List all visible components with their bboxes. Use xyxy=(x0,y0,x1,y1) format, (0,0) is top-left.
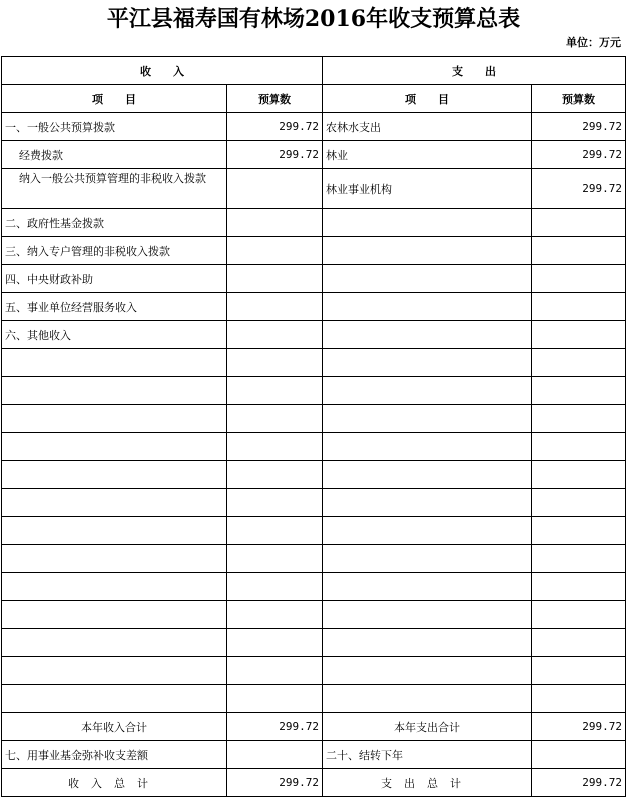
empty-cell xyxy=(323,685,532,713)
empty-cell xyxy=(227,657,323,685)
income-item-cell: 一、一般公共预算拨款 xyxy=(2,113,227,141)
table-row xyxy=(2,237,626,265)
expense-item-cell xyxy=(323,293,532,321)
empty-cell xyxy=(532,657,626,685)
income-value-cell xyxy=(227,265,323,293)
expense-value-cell xyxy=(532,237,626,265)
income-value-cell xyxy=(227,169,323,209)
empty-cell xyxy=(227,489,323,517)
table-row xyxy=(2,141,626,169)
empty-cell xyxy=(227,433,323,461)
expense-item-header: 项 目 xyxy=(323,85,532,113)
expense-item-cell xyxy=(323,237,532,265)
income-item-cell: 三、纳入专户管理的非税收入拨款 xyxy=(2,237,227,265)
empty-cell xyxy=(2,657,227,685)
empty-row xyxy=(2,657,626,685)
empty-cell xyxy=(227,685,323,713)
empty-row xyxy=(2,685,626,713)
carry-forward-value xyxy=(532,741,626,769)
empty-cell xyxy=(532,629,626,657)
empty-cell xyxy=(227,349,323,377)
empty-cell xyxy=(323,433,532,461)
year-expense-total-label: 本年支出合计 xyxy=(323,713,532,741)
empty-cell xyxy=(532,545,626,573)
income-value-cell xyxy=(227,293,323,321)
empty-cell xyxy=(323,377,532,405)
balance-value xyxy=(227,741,323,769)
empty-row xyxy=(2,517,626,545)
expense-value-cell: 299.72 xyxy=(532,141,626,169)
empty-row xyxy=(2,573,626,601)
empty-cell xyxy=(323,545,532,573)
budget-table xyxy=(1,56,626,797)
expense-item-cell: 林业事业机构 xyxy=(323,169,532,209)
empty-cell xyxy=(323,657,532,685)
expense-value-cell: 299.72 xyxy=(532,113,626,141)
empty-cell xyxy=(2,573,227,601)
table-row xyxy=(2,209,626,237)
empty-cell xyxy=(227,461,323,489)
empty-cell xyxy=(2,517,227,545)
income-value-cell: 299.72 xyxy=(227,113,323,141)
empty-cell xyxy=(227,601,323,629)
empty-cell xyxy=(2,433,227,461)
empty-cell xyxy=(532,489,626,517)
column-header-row xyxy=(2,85,626,113)
expense-value-cell xyxy=(532,293,626,321)
empty-cell xyxy=(323,573,532,601)
income-value-cell xyxy=(227,237,323,265)
expense-item-cell: 林业 xyxy=(323,141,532,169)
empty-cell xyxy=(227,629,323,657)
section-header-row xyxy=(2,57,626,85)
table-row xyxy=(2,169,626,209)
empty-cell xyxy=(532,517,626,545)
empty-cell xyxy=(2,349,227,377)
empty-cell xyxy=(2,377,227,405)
empty-cell xyxy=(323,405,532,433)
empty-row xyxy=(2,629,626,657)
balance-label: 七、用事业基金弥补收支差额 xyxy=(2,741,227,769)
income-value-cell xyxy=(227,321,323,349)
table-row xyxy=(2,113,626,141)
empty-cell xyxy=(227,573,323,601)
empty-cell xyxy=(227,517,323,545)
empty-cell xyxy=(2,489,227,517)
empty-cell xyxy=(2,601,227,629)
expense-value-cell xyxy=(532,265,626,293)
expense-item-cell xyxy=(323,209,532,237)
empty-cell xyxy=(532,573,626,601)
empty-cell xyxy=(323,601,532,629)
income-item-cell: 纳入一般公共预算管理的非税收入拨款 xyxy=(2,169,227,209)
expense-budget-header: 预算数 xyxy=(532,85,626,113)
income-grand-total-label: 收入总计 xyxy=(2,769,227,797)
empty-cell xyxy=(227,377,323,405)
empty-row xyxy=(2,489,626,517)
table-row xyxy=(2,265,626,293)
empty-cell xyxy=(532,349,626,377)
empty-row xyxy=(2,601,626,629)
income-section-header: 收 入 xyxy=(2,57,323,85)
empty-cell xyxy=(532,601,626,629)
year-total-row xyxy=(2,713,626,741)
empty-cell xyxy=(532,377,626,405)
empty-cell xyxy=(323,349,532,377)
empty-row xyxy=(2,349,626,377)
empty-cell xyxy=(532,685,626,713)
expense-item-cell xyxy=(323,265,532,293)
empty-cell xyxy=(323,629,532,657)
income-item-cell: 二、政府性基金拨款 xyxy=(2,209,227,237)
empty-row xyxy=(2,545,626,573)
empty-cell xyxy=(227,545,323,573)
expense-section-header: 支 出 xyxy=(323,57,626,85)
income-item-header: 项 目 xyxy=(2,85,227,113)
empty-cell xyxy=(2,405,227,433)
expense-grand-total-value: 299.72 xyxy=(532,769,626,797)
empty-cell xyxy=(323,461,532,489)
income-value-cell xyxy=(227,209,323,237)
income-item-cell: 经费拨款 xyxy=(2,141,227,169)
empty-cell xyxy=(2,545,227,573)
income-budget-header: 预算数 xyxy=(227,85,323,113)
expense-value-cell xyxy=(532,209,626,237)
expense-value-cell xyxy=(532,321,626,349)
empty-cell xyxy=(323,489,532,517)
expense-item-cell: 农林水支出 xyxy=(323,113,532,141)
expense-item-cell xyxy=(323,321,532,349)
income-item-cell: 五、事业单位经营服务收入 xyxy=(2,293,227,321)
year-income-total-value: 299.72 xyxy=(227,713,323,741)
empty-cell xyxy=(2,685,227,713)
table-row xyxy=(2,321,626,349)
empty-cell xyxy=(227,405,323,433)
income-value-cell: 299.72 xyxy=(227,141,323,169)
empty-row xyxy=(2,377,626,405)
table-row xyxy=(2,293,626,321)
empty-cell xyxy=(532,405,626,433)
empty-cell xyxy=(2,629,227,657)
empty-cell xyxy=(2,461,227,489)
income-grand-total-value: 299.72 xyxy=(227,769,323,797)
empty-row xyxy=(2,461,626,489)
expense-value-cell: 299.72 xyxy=(532,169,626,209)
unit-label: 单位：万元 xyxy=(566,36,621,49)
carry-forward-label: 二十、结转下年 xyxy=(323,741,532,769)
empty-cell xyxy=(532,461,626,489)
year-income-total-label: 本年收入合计 xyxy=(2,713,227,741)
empty-cell xyxy=(532,433,626,461)
year-expense-total-value: 299.72 xyxy=(532,713,626,741)
page-title: 平江县福寿国有林场2016年收支预算总表 xyxy=(106,6,521,32)
empty-row xyxy=(2,433,626,461)
balance-row xyxy=(2,741,626,769)
grand-total-row xyxy=(2,769,626,797)
income-item-cell: 六、其他收入 xyxy=(2,321,227,349)
expense-grand-total-label: 支出总计 xyxy=(323,769,532,797)
income-item-cell: 四、中央财政补助 xyxy=(2,265,227,293)
empty-row xyxy=(2,405,626,433)
empty-cell xyxy=(323,517,532,545)
